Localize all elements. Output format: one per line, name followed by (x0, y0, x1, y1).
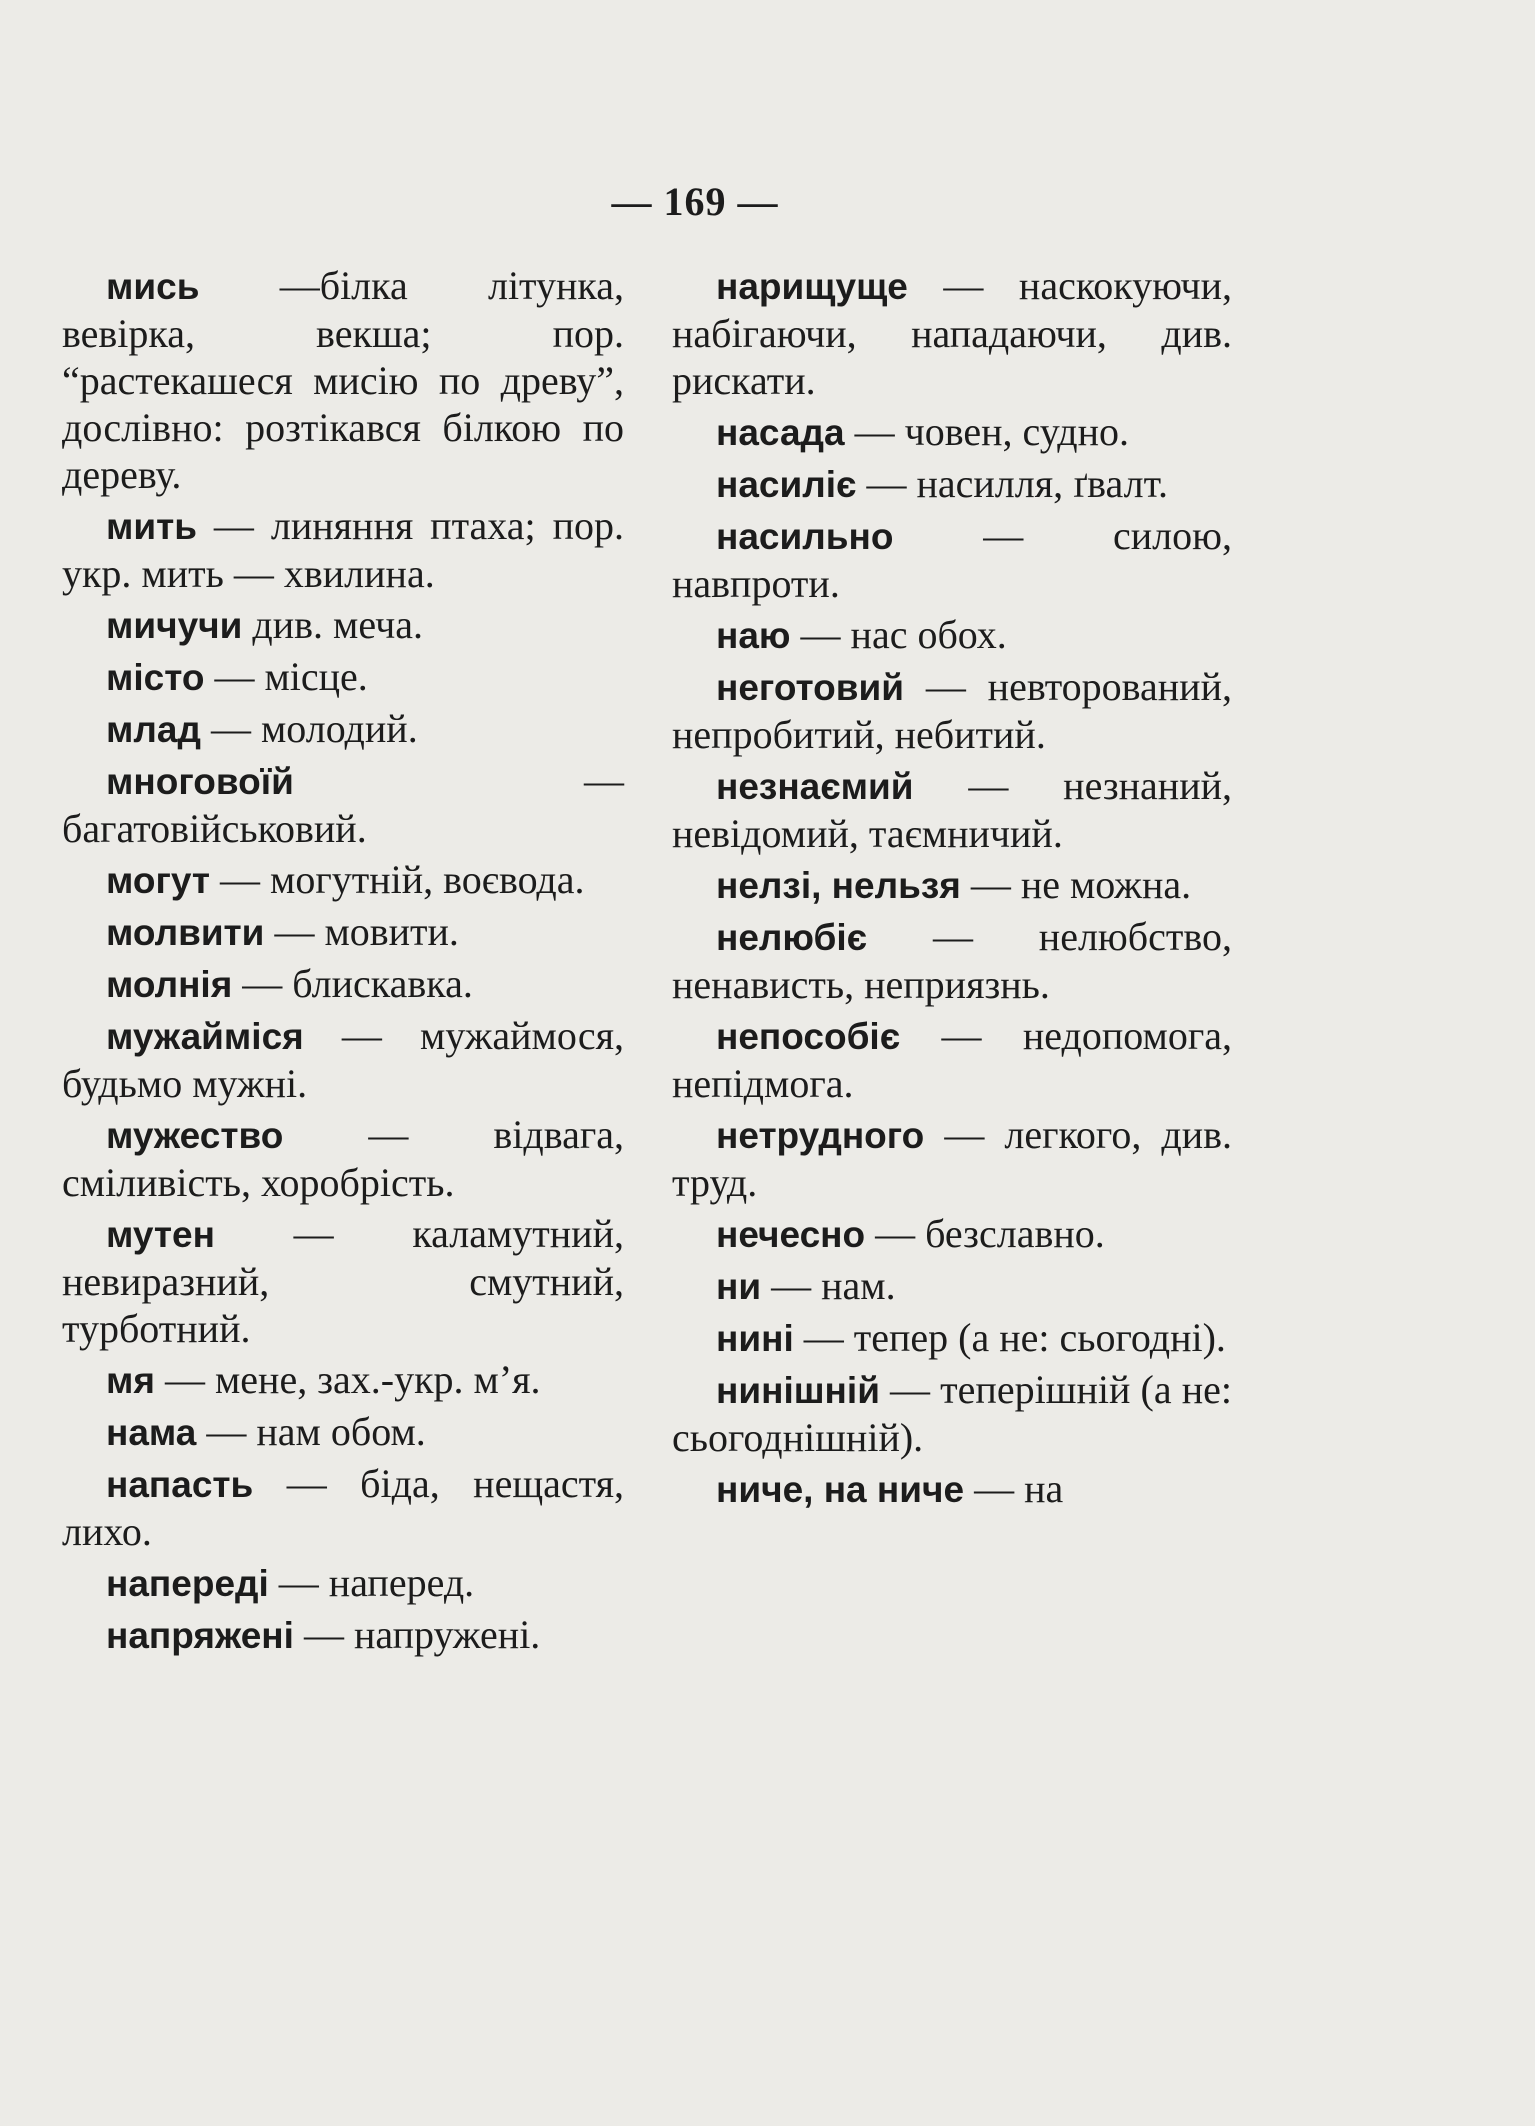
entry-definition: — нас обох. (790, 612, 1007, 657)
dictionary-entry (62, 653, 624, 701)
entry-definition: — мовити. (264, 909, 459, 954)
entry-headword: мя (106, 1360, 155, 1401)
entry-definition: — не можна. (960, 862, 1192, 907)
entry-headword: молнія (106, 964, 233, 1005)
entry-headword: мужайміся (106, 1016, 304, 1057)
entry-headword: напасть (106, 1464, 254, 1505)
dictionary-entry (62, 1210, 624, 1352)
entry-headword: мутен (106, 1214, 215, 1255)
dictionary-entry (672, 1012, 1232, 1107)
entry-definition: — мужаймося, будьмо мужні. (62, 1013, 624, 1106)
entry-headword: ниче, на ниче (716, 1469, 965, 1510)
entry-definition: — безславно. (865, 1211, 1105, 1256)
entry-definition: — напружені. (293, 1612, 541, 1657)
entry-definition: — біда, нещастя, лихо. (62, 1461, 624, 1554)
dictionary-entry (62, 502, 624, 597)
dictionary-entry (62, 757, 624, 852)
dictionary-entry (672, 1465, 1232, 1513)
dictionary-entry (62, 262, 624, 498)
dictionary-entry (672, 861, 1232, 909)
dictionary-entry (672, 913, 1232, 1008)
entry-headword: нинішній (716, 1370, 880, 1411)
dictionary-entry (62, 960, 624, 1008)
entry-definition: — нам обом. (196, 1409, 426, 1454)
entry-definition: — линяння птаха; пор. укр. мить — хвилина. (62, 503, 624, 596)
entry-definition: — легкого, див. труд. (672, 1112, 1232, 1205)
entry-definition: — силою, навпроти. (672, 513, 1232, 606)
dictionary-entry (672, 1262, 1232, 1310)
dictionary-entry (62, 705, 624, 753)
dictionary-entry (62, 1460, 624, 1555)
dictionary-entry (62, 856, 624, 904)
entry-headword: нині (716, 1318, 794, 1359)
dictionary-entry (672, 408, 1232, 456)
entry-headword: молвити (106, 912, 265, 953)
entry-definition: — недопомога, непідмога. (672, 1013, 1232, 1106)
entry-definition: — мене, зах.-укр. м’я. (154, 1357, 541, 1402)
dictionary-entry (672, 1366, 1232, 1461)
entry-headword: нелюбіє (716, 917, 868, 958)
entry-headword: непособіє (716, 1016, 901, 1057)
right-column (672, 262, 1232, 1517)
dictionary-entry (672, 1210, 1232, 1258)
dictionary-entry (62, 908, 624, 956)
entry-definition: — теперішній (а не: сьогоднішній). (672, 1367, 1232, 1460)
dictionary-entry (672, 663, 1232, 758)
dictionary-entry (672, 1314, 1232, 1362)
entry-headword: мись (106, 266, 200, 307)
entry-definition: — нам. (761, 1263, 896, 1308)
dictionary-entry (672, 762, 1232, 857)
entry-headword: наю (716, 615, 791, 656)
dictionary-entry (62, 1356, 624, 1404)
dictionary-entry (672, 1111, 1232, 1206)
entry-headword: многовоїй (106, 761, 294, 802)
dictionary-entry (62, 1559, 624, 1607)
entry-definition: — каламутний, невиразний, смутний, турботний. (62, 1211, 624, 1351)
dictionary-entry (62, 1012, 624, 1107)
entry-definition: — могутній, воєвода. (210, 857, 585, 902)
entry-headword: мить (106, 506, 197, 547)
entry-definition: — відвага, сміливість, хоробрість. (62, 1112, 624, 1205)
dictionary-entry (62, 601, 624, 649)
entry-headword: нарищуще (716, 266, 908, 307)
entry-definition: — на (964, 1466, 1064, 1511)
dictionary-entry (62, 1111, 624, 1206)
entry-definition: — місце. (204, 654, 368, 699)
entry-headword: насада (716, 412, 845, 453)
entry-headword: мичучи (106, 605, 243, 646)
dictionary-entry (672, 512, 1232, 607)
entry-definition: — насилля, ґвалт. (856, 461, 1169, 506)
entry-headword: могут (106, 860, 211, 901)
entry-headword: напряжені (106, 1615, 294, 1656)
dictionary-entry (672, 460, 1232, 508)
entry-definition: — незнаний, невідомий, таємничий. (672, 763, 1232, 856)
entry-definition: —білка літунка, вевірка, векша; пор. “растекашеся мисію по древу”, дослівно: розтікався білкою по дереву. (62, 263, 624, 497)
entry-definition: — блискавка. (232, 961, 473, 1006)
dictionary-entry (672, 611, 1232, 659)
entry-headword: місто (106, 657, 205, 698)
entry-definition: — тепер (а не: сьогодні). (793, 1315, 1226, 1360)
entry-definition: див. меча. (242, 602, 423, 647)
entry-headword: насиліє (716, 464, 857, 505)
entry-headword: неготовий (716, 667, 904, 708)
entry-headword: нелзі, нельзя (716, 865, 961, 906)
entry-headword: ни (716, 1266, 762, 1307)
left-column (62, 262, 624, 1663)
entry-definition: — нелюбство, ненавиcть, неприязнь. (672, 914, 1232, 1007)
entry-headword: незнаємий (716, 766, 914, 807)
entry-definition: — наперед. (268, 1560, 475, 1605)
entry-headword: напереді (106, 1563, 269, 1604)
entry-definition: — човен, судно. (844, 409, 1130, 454)
entry-headword: млад (106, 709, 201, 750)
entry-definition: — наскокуючи, набігаючи, нападаючи, див. рискати. (672, 263, 1232, 403)
entry-headword: мужество (106, 1115, 284, 1156)
dictionary-entry (62, 1408, 624, 1456)
entry-headword: нама (106, 1412, 197, 1453)
entry-headword: нечесно (716, 1214, 866, 1255)
dictionary-entry (62, 1611, 624, 1659)
dictionary-entry (672, 262, 1232, 404)
page-number: — 169 — (611, 179, 779, 224)
entry-headword: насильно (716, 516, 894, 557)
entry-definition: — багатовійськовий. (62, 758, 624, 851)
entry-headword: нетрудного (716, 1115, 925, 1156)
entry-definition: — молодий. (200, 706, 418, 751)
entry-definition: — невторований, непробитий, небитий. (672, 664, 1232, 757)
